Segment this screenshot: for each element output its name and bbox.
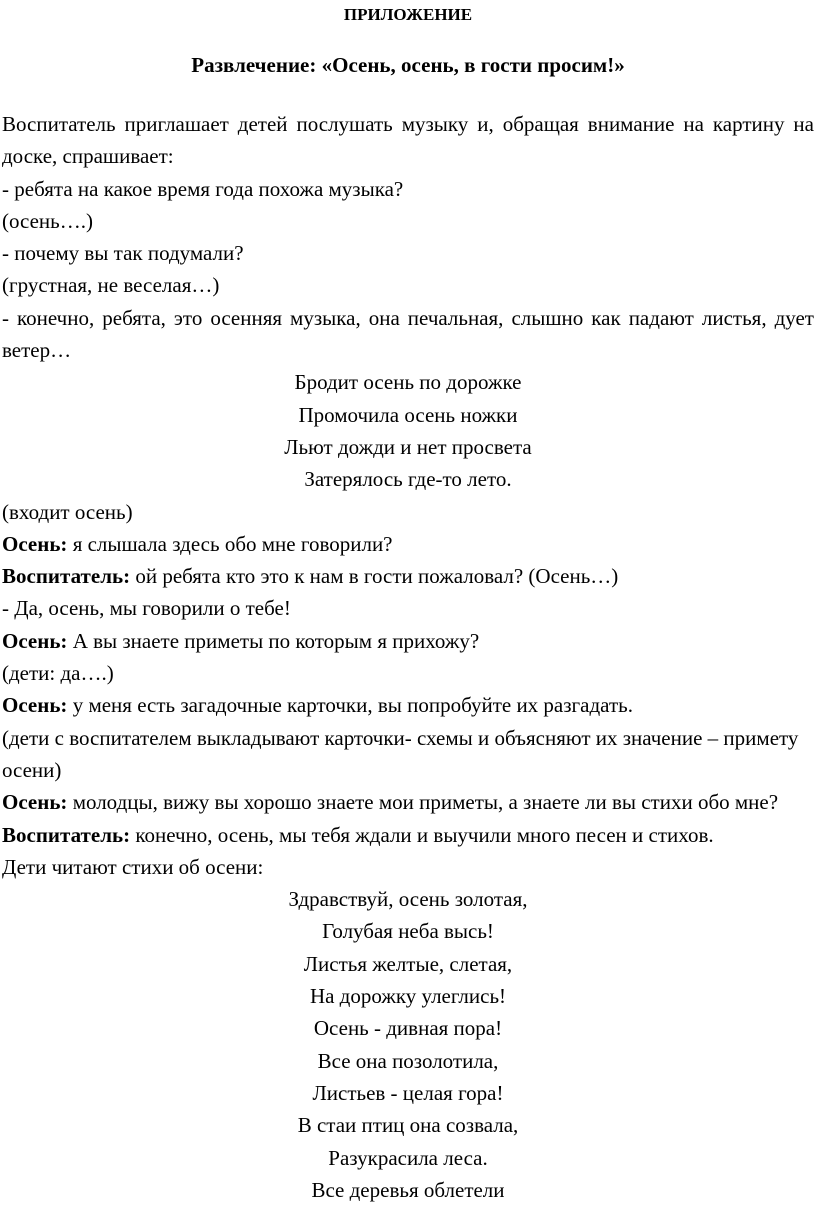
speech-text: я слышала здесь обо мне говорили?: [67, 531, 393, 556]
dialogue-line: - Да, осень, мы говорили о тебе!: [2, 596, 291, 621]
dialogue-line: (дети: да….): [2, 661, 114, 686]
stage-direction: (входит осень): [2, 499, 133, 524]
speaker-name: Осень:: [2, 693, 68, 718]
dialogue-line: - почему вы так подумали?: [2, 241, 244, 266]
dialogue-line: [2, 819, 814, 851]
poem-line: Промочила осень ножки: [298, 402, 518, 427]
poem-line: Разукрасила леса.: [328, 1145, 488, 1170]
dialogue-line: [2, 528, 814, 560]
poem-line: Листьев - целая гора!: [312, 1080, 504, 1105]
poem-line: Все деревья облетели: [311, 1177, 505, 1202]
poem-line: В стаи птиц она созвала,: [297, 1113, 519, 1138]
dialogue-line: [2, 560, 814, 592]
dialogue-line: Дети читают стихи об осени:: [2, 854, 264, 879]
poem-line: На дорожку улеглись!: [309, 984, 507, 1009]
poem-line: Затерялось где-то лето.: [304, 467, 512, 492]
speech-text: конечно, осень, мы тебя ждали и выучили много песен и стихов.: [130, 822, 714, 847]
dialogue-line: - ребята на какое время года похожа музыка?: [2, 176, 404, 201]
event-title: Развлечение: «Осень, осень, в гости просим!»: [191, 53, 625, 77]
dialogue-line: [2, 625, 814, 657]
speaker-name: Осень:: [2, 790, 68, 815]
intro-paragraph: Воспитатель приглашает детей послушать музыку и, обращая внимание на картину на доске, спрашивает:: [2, 112, 814, 169]
document-body: [2, 108, 814, 1206]
poem-line: Осень - дивная пора!: [313, 1016, 503, 1041]
appendix-heading: ПРИЛОЖЕНИЕ: [343, 5, 473, 24]
speech-text: ой ребята кто это к нам в гости пожаловал? (Осень…): [130, 564, 619, 589]
poem-line: Листья желтые, слетая,: [303, 951, 513, 976]
poem-line: Все она позолотила,: [317, 1048, 499, 1073]
speaker-name: Осень:: [2, 531, 68, 556]
speaker-name: Воспитатель:: [2, 564, 131, 589]
dialogue-line: [2, 786, 814, 818]
dialogue-line: (грустная, не веселая…): [2, 273, 220, 298]
speech-text: у меня есть загадочные карточки, вы попробуйте их разгадать.: [67, 693, 633, 718]
speech-text: А вы знаете приметы по которым я прихожу?: [67, 628, 480, 653]
speech-text: молодцы, вижу вы хорошо знаете мои приметы, а знаете ли вы стихи обо мне?: [67, 790, 779, 815]
stage-direction: (дети с воспитателем выкладывают карточки- схемы и объясняют их значение – примету осени): [2, 725, 799, 782]
poem-line: Здравствуй, осень золотая,: [288, 887, 528, 912]
speaker-name: Осень:: [2, 628, 68, 653]
dialogue-line: [2, 689, 814, 721]
poem-line: Голубая неба высь!: [322, 919, 494, 944]
dialogue-line: (осень….): [2, 208, 93, 233]
dialogue-line: - конечно, ребята, это осенняя музыка, она печальная, слышно как падают листья, дует ветер…: [2, 305, 814, 363]
poem-line: Льют дожди и нет просвета: [284, 434, 532, 459]
poem-line: Бродит осень по дорожке: [294, 370, 522, 395]
speaker-name: Воспитатель:: [2, 822, 131, 847]
